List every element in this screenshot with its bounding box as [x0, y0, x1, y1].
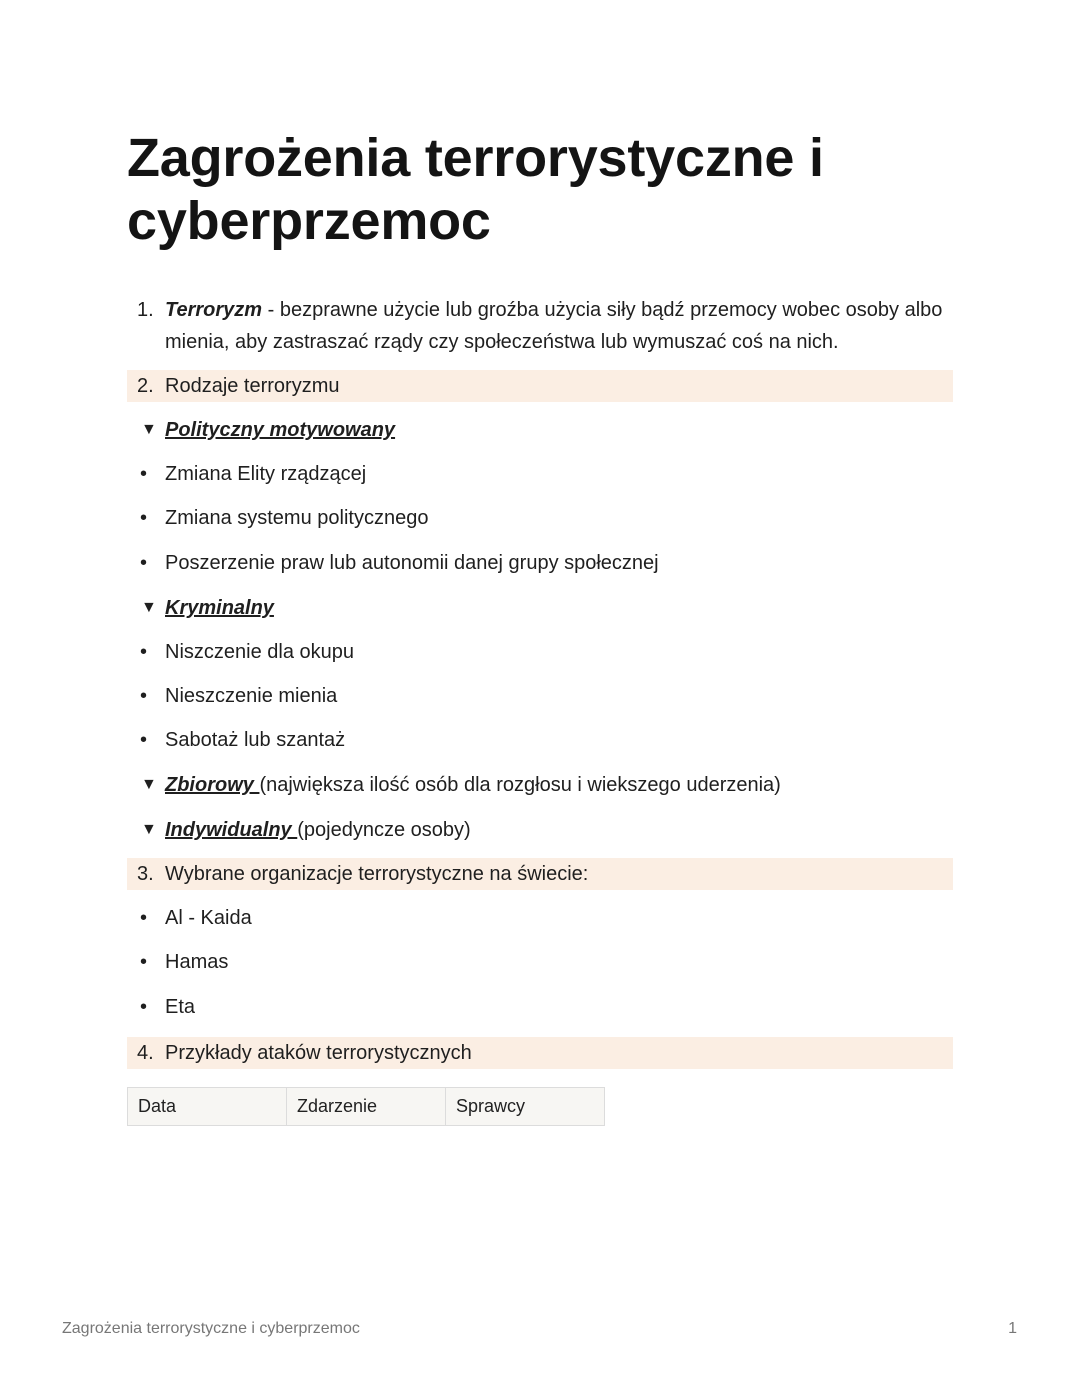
list-number: 3. [137, 863, 154, 885]
heading-text: Wybrane organizacje terrorystyczne na świecie: [165, 863, 589, 885]
toggle-label-individual-wrap [165, 814, 471, 846]
terrorism-definition [165, 294, 953, 358]
footer-title: Zagrożenia terrorystyczne i cyberprzemoc [62, 1320, 360, 1337]
bullet-icon: • [140, 685, 148, 707]
list-item-text: Zmiana systemu politycznego [165, 507, 429, 529]
page-title: Zagrożenia terrorystyczne i cyberprzemoc [127, 128, 824, 251]
bullet-icon: • [140, 907, 148, 929]
column-header-perpetrators[interactable]: Sprawcy [446, 1088, 605, 1126]
toggle-triangle-icon[interactable]: ▼ [141, 599, 157, 616]
section-heading-types [127, 370, 953, 402]
toggle-label-individual: Indywidualny [165, 819, 298, 841]
list-item-text: Nieszczenie mienia [165, 685, 338, 707]
toggle-label-collective-wrap [165, 769, 781, 801]
column-header-event[interactable]: Zdarzenie [287, 1088, 446, 1126]
list-item-text: Niszczenie dla okupu [165, 641, 354, 663]
list-number: 2. [137, 375, 154, 397]
toggle-triangle-icon[interactable]: ▼ [141, 421, 157, 438]
bullet-icon: • [140, 996, 148, 1018]
bullet-icon: • [140, 463, 148, 485]
list-item-text: Sabotaż lub szantaż [165, 729, 346, 751]
column-header-date[interactable]: Data [128, 1088, 287, 1126]
list-item-text: Eta [165, 996, 196, 1018]
table-header-row [128, 1088, 605, 1126]
list-number: 4. [137, 1042, 154, 1064]
attacks-table [127, 1087, 605, 1126]
bullet-icon: • [140, 507, 148, 529]
toggle-triangle-icon[interactable]: ▼ [141, 821, 157, 838]
collective-note: (największa ilość osób dla rozgłosu i wiekszego uderzenia) [259, 774, 781, 796]
toggle-triangle-icon[interactable]: ▼ [141, 776, 157, 793]
heading-text: Rodzaje terroryzmu [165, 375, 340, 397]
list-item-text: Al - Kaida [165, 907, 252, 929]
list-item-text: Hamas [165, 951, 229, 973]
toggle-label-collective: Zbiorowy [165, 774, 260, 796]
page-number: 1 [1008, 1320, 1017, 1337]
bullet-icon: • [140, 729, 148, 751]
section-heading-organizations [127, 858, 953, 890]
bullet-icon: • [140, 552, 148, 574]
list-item-text: Zmiana Elity rządzącej [165, 463, 367, 485]
term-terrorism: Terroryzm [165, 299, 263, 321]
toggle-label-political: Polityczny motywowany [165, 419, 396, 441]
bullet-icon: • [140, 951, 148, 973]
section-heading-attacks [127, 1037, 953, 1069]
bullet-icon: • [140, 641, 148, 663]
list-number: 1. [137, 299, 154, 321]
individual-note: (pojedyncze osoby) [297, 819, 471, 841]
heading-text: Przykłady ataków terrorystycznych [165, 1042, 472, 1064]
definition-text: - bezprawne użycie lub groźba użycia siły bądź przemocy wobec osoby albo mienia, aby zastraszać rządy czy społeczeństwa lub wymuszać coś na nich. [165, 299, 943, 353]
list-item-text: Poszerzenie praw lub autonomii danej grupy społecznej [165, 552, 659, 574]
toggle-label-criminal: Kryminalny [165, 597, 274, 619]
